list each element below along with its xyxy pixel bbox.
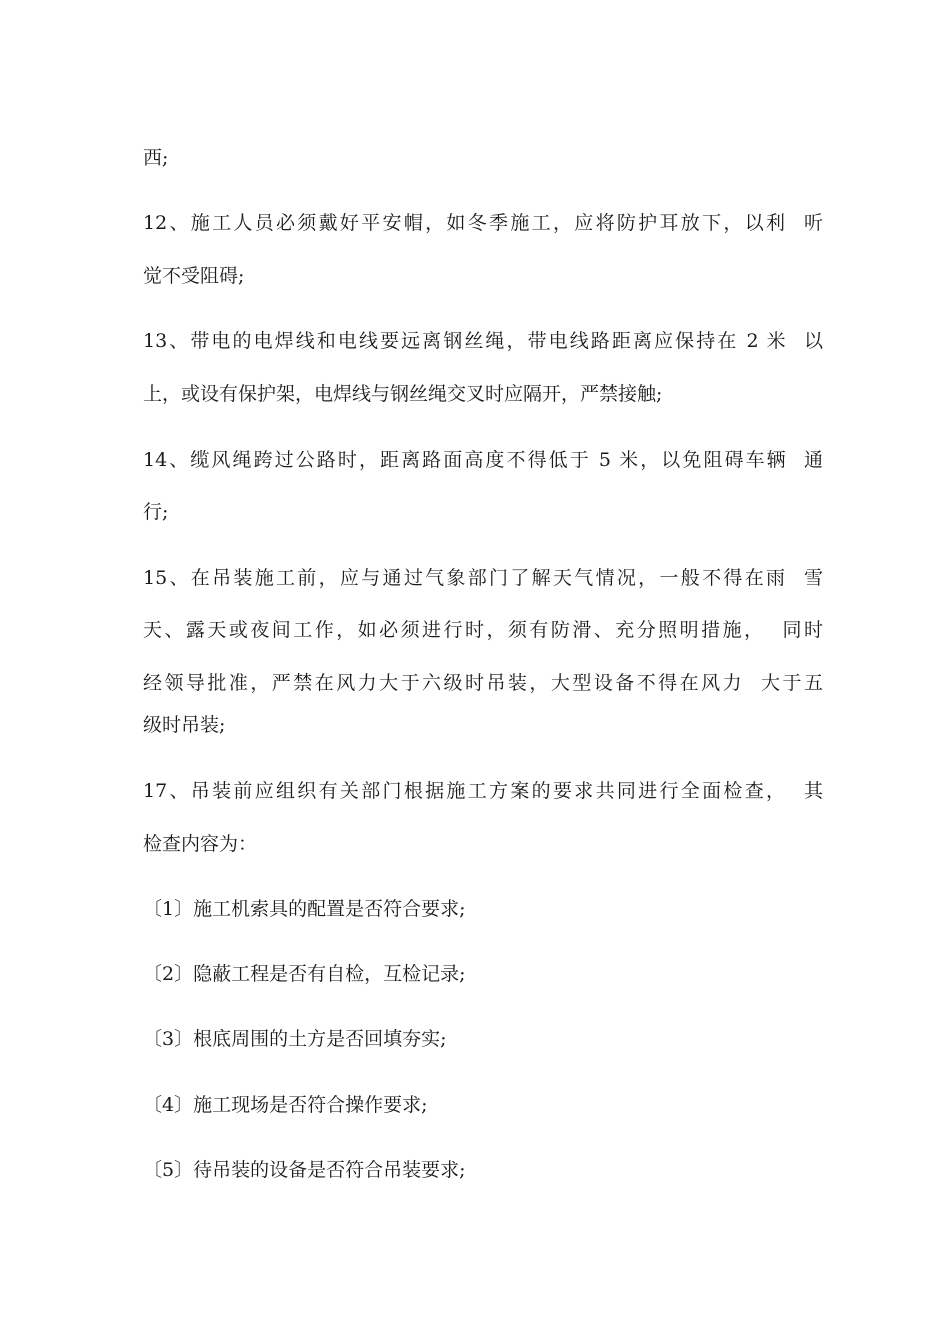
text-line: 13、带电的电焊线和电线要远离钢丝绳，带电线路距离应保持在 2 米 以 <box>143 330 823 352</box>
text-line: 西; <box>143 147 169 169</box>
text-line: 12、施工人员必须戴好平安帽，如冬季施工，应将防护耳放下，以利 听 <box>143 212 823 234</box>
list-item: 〔4〕施工现场是否符合操作要求; <box>143 1094 428 1116</box>
text-line: 上，或设有保护架，电焊线与钢丝绳交叉时应隔开，严禁接触; <box>143 383 663 405</box>
text-line: 15、在吊装施工前，应与通过气象部门了解天气情况，一般不得在雨 雪 <box>143 567 823 589</box>
text-line: 觉不受阻碍; <box>143 265 245 287</box>
text-line: 14、缆风绳跨过公路时，距离路面高度不得低于 5 米，以免阻碍车辆 通 <box>143 449 823 471</box>
text-line: 检查内容为： <box>143 833 258 855</box>
list-item: 〔2〕隐蔽工程是否有自检，互检记录; <box>143 963 466 985</box>
text-line: 天、露天或夜间工作，如必须进行时，须有防滑、充分照明措施， 同时 <box>143 619 823 641</box>
text-line: 行; <box>143 501 169 523</box>
list-item: 〔5〕待吊装的设备是否符合吊装要求; <box>143 1159 466 1181</box>
list-item: 〔1〕施工机索具的配置是否符合要求; <box>143 898 466 920</box>
text-line: 经领导批准，严禁在风力大于六级时吊装，大型设备不得在风力 大于五 <box>143 672 823 694</box>
list-item: 〔3〕根底周围的土方是否回填夯实; <box>143 1028 447 1050</box>
text-line: 级时吊装; <box>143 714 226 736</box>
text-line: 17、吊装前应组织有关部门根据施工方案的要求共同进行全面检查， 其 <box>143 780 823 802</box>
